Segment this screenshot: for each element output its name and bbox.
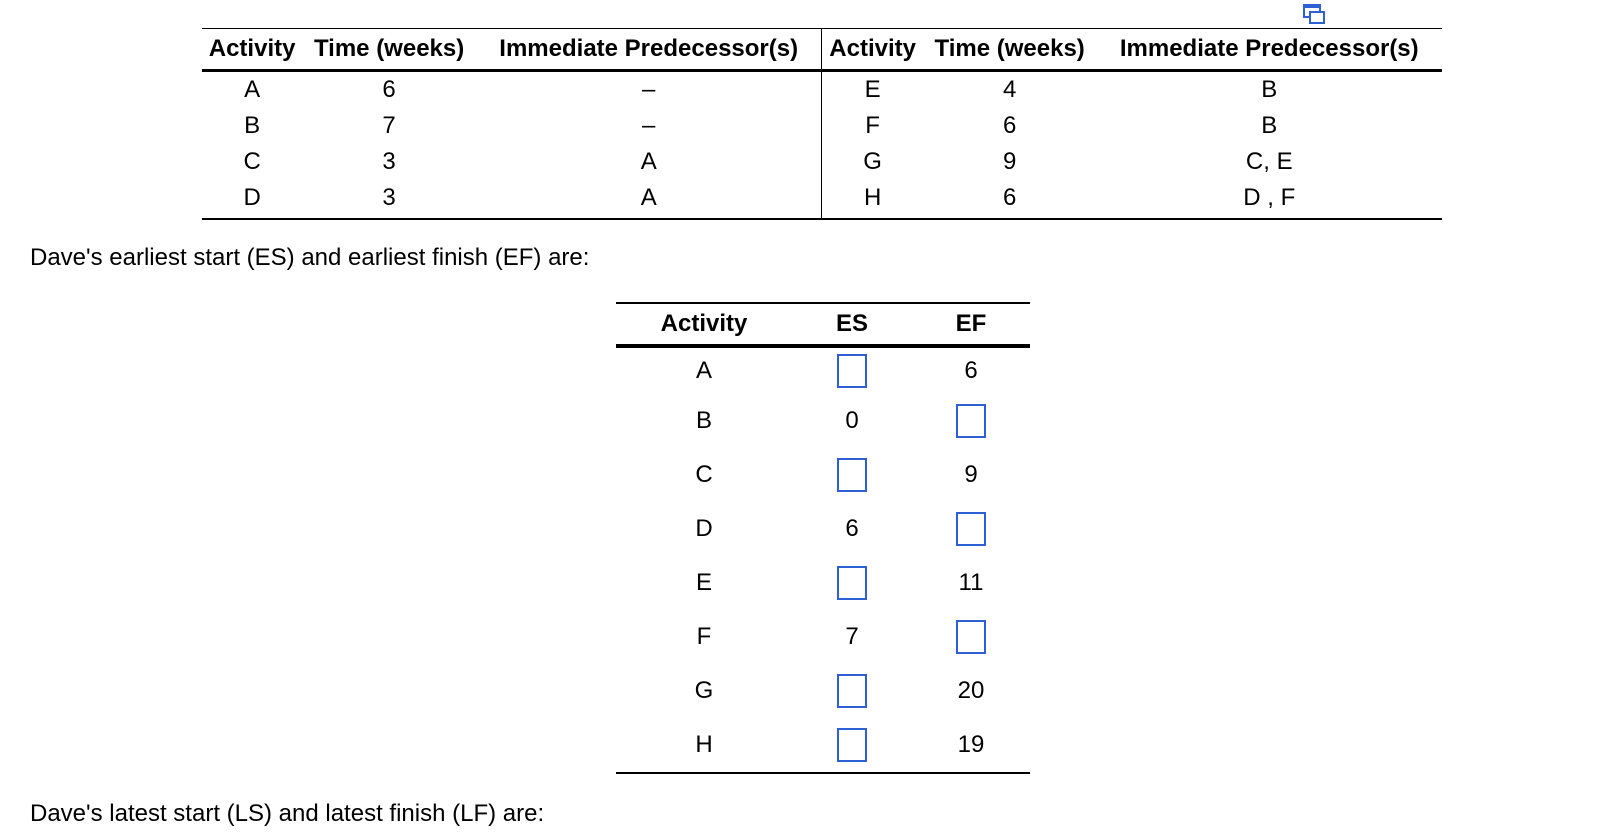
cell-time: 6: [923, 180, 1097, 219]
cell-time: 3: [302, 180, 476, 219]
cell-predecessor: C, E: [1245, 148, 1293, 175]
header-time: Time (weeks): [302, 29, 476, 71]
cell-ef: 9: [964, 461, 978, 488]
es-answer-input[interactable]: [837, 458, 867, 492]
table-row: [616, 610, 1030, 664]
es-answer-input[interactable]: [837, 354, 867, 388]
es-answer-input[interactable]: [837, 728, 867, 762]
cell-ef: 19: [912, 718, 1030, 773]
cell-predecessor: –: [476, 71, 822, 109]
header-predecessors: Immediate Predecessor(s): [476, 29, 822, 71]
ef-answer-input[interactable]: [956, 512, 986, 546]
es-ef-table: [616, 302, 1030, 774]
cell-predecessor: D , F: [1097, 180, 1443, 219]
es-ef-header-row: [616, 303, 1030, 346]
table-row: [616, 346, 1030, 394]
header-predecessors: Immediate Predecessor(s): [1097, 29, 1443, 71]
cell-activity: A: [695, 357, 712, 384]
table-row: [616, 394, 1030, 448]
header-activity: Activity: [202, 29, 302, 71]
cell-activity: E: [695, 569, 712, 596]
header-activity: Activity: [822, 29, 923, 71]
cell-es-input: [792, 346, 912, 394]
table-row: [616, 448, 1030, 502]
table-row: [202, 144, 1442, 180]
ef-answer-input[interactable]: [956, 620, 986, 654]
cell-predecessor: A: [476, 144, 822, 180]
cell-activity: G: [694, 677, 714, 704]
es-answer-input[interactable]: [837, 566, 867, 600]
cell-es: 0: [845, 407, 859, 434]
cell-predecessor: –: [476, 108, 822, 144]
table-row: [616, 718, 1030, 773]
es-ef-caption: Dave's earliest start (ES) and earliest finish (EF) are:: [30, 244, 590, 271]
cell-activity: D: [695, 515, 713, 542]
cell-ef: 11: [958, 569, 984, 596]
cell-activity: A: [244, 76, 261, 103]
cell-activity: G: [863, 148, 882, 175]
cell-ef-input: [912, 610, 1030, 664]
table-row: [616, 556, 1030, 610]
cell-activity: D: [202, 180, 302, 219]
ls-lf-caption: Dave's latest start (LS) and latest finish (LF) are:: [30, 800, 545, 827]
cell-time: 4: [1002, 76, 1017, 103]
cell-activity: F: [696, 623, 712, 650]
cell-es-input: [792, 664, 912, 718]
table-row: [202, 71, 1442, 109]
cell-predecessor: B: [1261, 112, 1278, 139]
es-answer-input[interactable]: [837, 674, 867, 708]
cell-es-input: [792, 448, 912, 502]
table-row: [616, 502, 1030, 556]
cell-time: 7: [382, 112, 396, 139]
ef-answer-input[interactable]: [956, 404, 986, 438]
header-time: Time (weeks): [923, 29, 1097, 71]
cell-activity: C: [695, 461, 713, 488]
es-ef-body: [616, 346, 1030, 773]
cell-activity: H: [822, 180, 923, 219]
cell-time: 9: [1002, 148, 1017, 175]
cell-predecessor: A: [476, 180, 822, 219]
table-row: [202, 108, 1442, 144]
cell-predecessor: B: [1261, 76, 1278, 103]
cell-time: 3: [382, 148, 396, 175]
cell-es: 7: [845, 623, 859, 650]
cell-activity: C: [243, 148, 261, 175]
cell-time: 6: [1002, 112, 1017, 139]
cell-es-input: [792, 556, 912, 610]
cell-activity: B: [244, 112, 261, 139]
cell-ef: 20: [957, 677, 985, 704]
header-activity: Activity: [616, 303, 792, 346]
popout-window-icon[interactable]: [1302, 3, 1326, 25]
cell-es-input: [792, 718, 912, 773]
activity-data-table: [202, 28, 1442, 220]
cell-time: 6: [382, 76, 396, 103]
cell-activity: H: [616, 718, 792, 773]
header-es: ES: [792, 303, 912, 346]
cell-ef-input: [912, 394, 1030, 448]
cell-activity: F: [865, 112, 880, 139]
table-header-row: [202, 29, 1442, 71]
cell-ef-input: [912, 502, 1030, 556]
cell-activity: B: [695, 407, 712, 434]
cell-es: 6: [845, 515, 859, 542]
cell-ef: 6: [964, 357, 978, 384]
cell-activity: E: [864, 76, 881, 103]
table-row: [616, 664, 1030, 718]
table-row: [202, 180, 1442, 219]
header-ef: EF: [912, 303, 1030, 346]
